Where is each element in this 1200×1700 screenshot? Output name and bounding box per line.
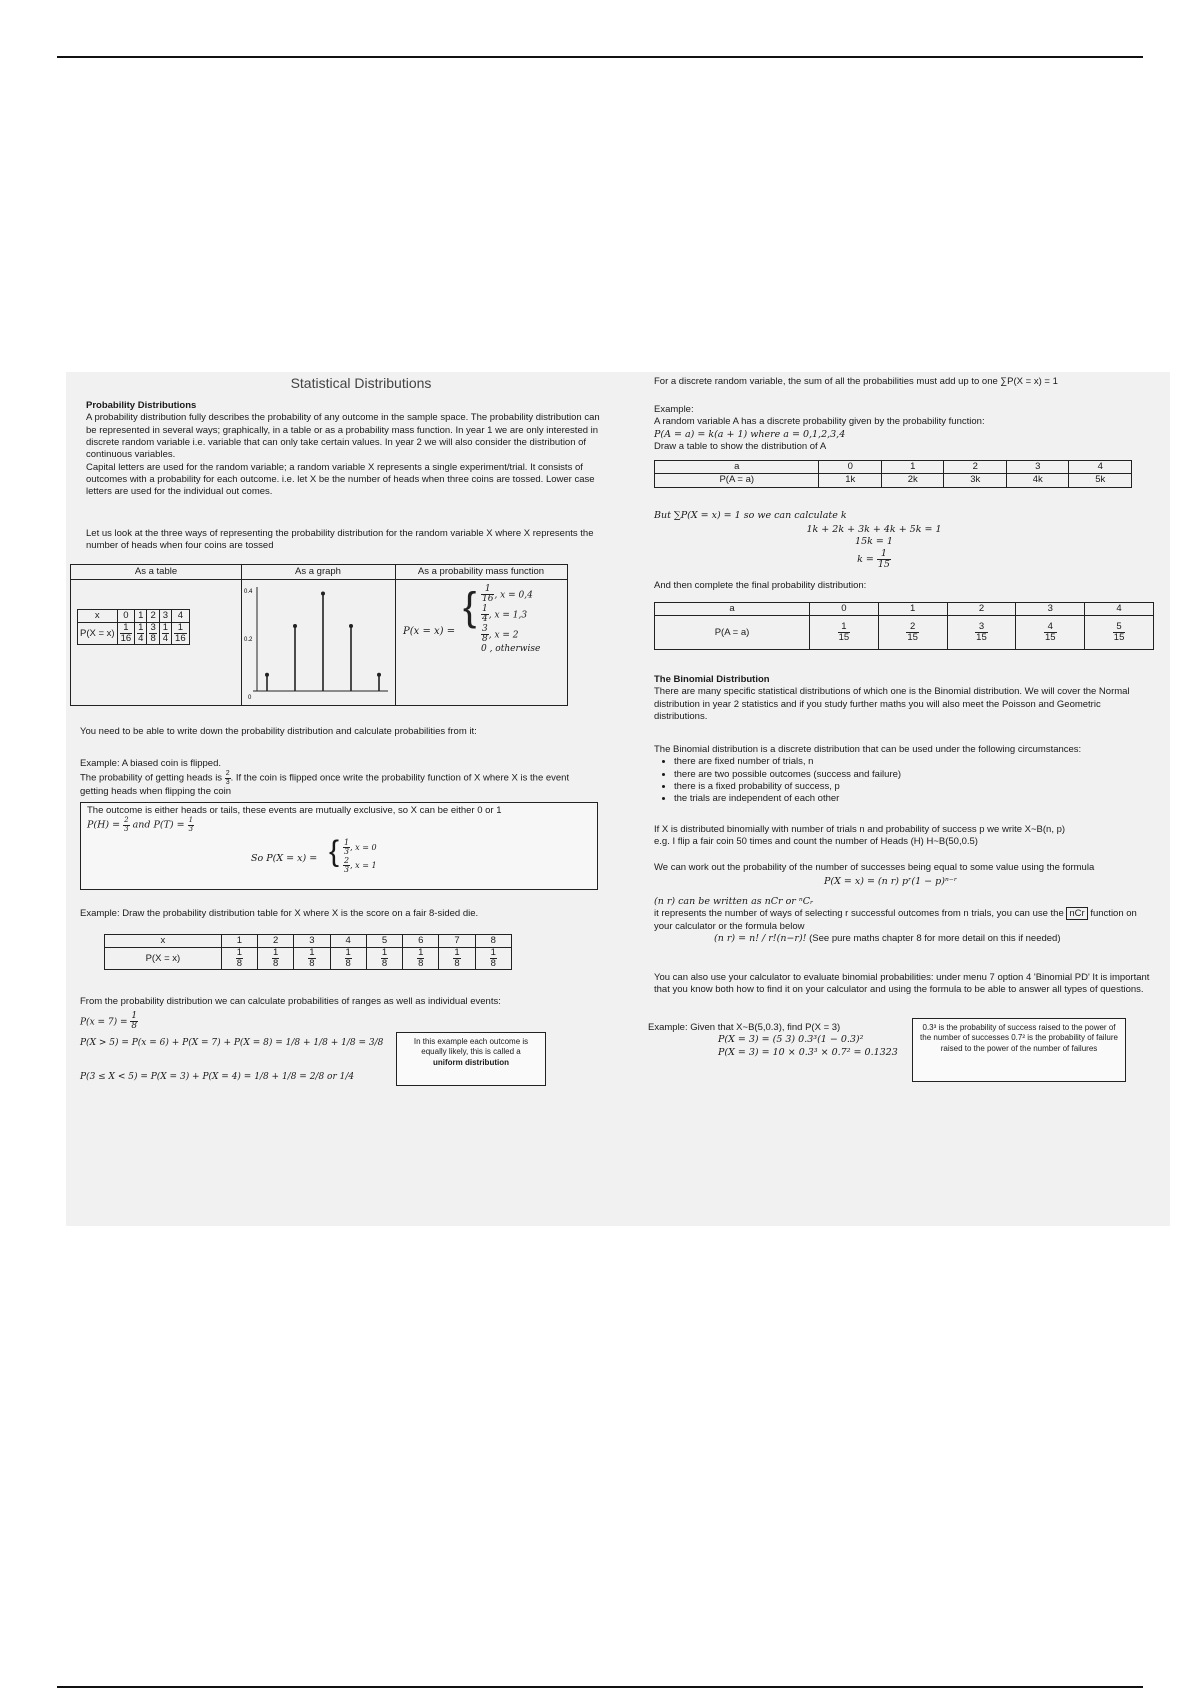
stems [265, 592, 381, 692]
table-cell: $\frac{1}{4}$ [135, 623, 147, 645]
table-cell: $\frac{1}{8}$ [439, 948, 475, 970]
section-heading: Probability Distributions [86, 400, 197, 411]
die-question: Example: Draw the probability distribution table for X where X is the score on a fair 8-sided die. [80, 908, 479, 919]
equation: P(x = 7) = $\frac{1}{8}$ [80, 1011, 138, 1032]
complete-line: And then complete the final probability distribution: [654, 580, 867, 591]
table-cell: $\frac{1}{16}$ [117, 623, 135, 645]
biased-example [80, 758, 600, 798]
table-cell: x [105, 935, 222, 948]
table-cell: P(X = x) [105, 948, 222, 970]
k-table [654, 460, 1132, 488]
table-cell: x [78, 610, 118, 623]
table-cell: 4 [172, 610, 190, 623]
calculator-note: You can also use your calculator to evaluate binomial probabilities: under menu 7 option 4 'Binomial PD' It is important that you know both how to find it on your calculator and using the formula to be able to answer all types of questions. [654, 972, 1150, 996]
header-graph: As a graph [295, 566, 341, 577]
divider [71, 579, 567, 580]
table-cell: $\frac{5}{15}$ [1085, 616, 1154, 650]
biased-title: Example: A biased coin is flipped. [80, 758, 222, 769]
ncr-key: nCr [1066, 907, 1087, 920]
k-example: Example: A random variable A has a discrete probability given by the probability function: P(A = a) = k(a + 1) where a = 0,1,2,3,4 Draw a table to show the distribution of A [654, 404, 985, 453]
tick-label: 0.2 [244, 637, 253, 643]
table-cell: $\frac{1}{8}$ [294, 948, 330, 970]
table-cell: P(X = x) [78, 623, 118, 645]
table-cell: $\frac{1}{8}$ [221, 948, 257, 970]
table-cell: 6 [403, 935, 439, 948]
table-cell: 0 [117, 610, 135, 623]
three-ways-paragraph: Let us look at the three ways of representing the probability distribution for the random variable X where X represents the number of heads when four coins are tossed [86, 528, 594, 552]
final-table [654, 602, 1154, 650]
table-cell: $\frac{1}{8}$ [403, 948, 439, 970]
table-cell: 5 [366, 935, 402, 948]
capitals-paragraph: Capital letters are used for the random variable; a random variable X represents a single experiment/trial. It consists of outcomes with a probability for each outcome. i.e. let X be the number of heads when three coins are tossed. Lower case letters are used for the individual out comes. [86, 461, 595, 498]
brace: { [329, 835, 340, 868]
section-heading: The Binomial Distribution [654, 674, 770, 685]
but-line: But ∑P(X = x) = 1 so we can calculate k [654, 510, 847, 521]
binomial-example: Example: Given that X~B(5,0.3), find P(X = 3) P(X = 3) = (5 3) 0.3³(1 − 0.3)² P(X = 3) = 10 × 0.3³ × 0.7² = 0.1323 [648, 1022, 898, 1058]
table-cell: $\frac{4}{15}$ [1016, 616, 1085, 650]
rep-table [77, 609, 190, 645]
die-table [104, 934, 512, 970]
list-item: • there are fixed number of trials, n [674, 756, 1154, 768]
table-cell: $\frac{3}{15}$ [947, 616, 1016, 650]
table-cell: 3k [944, 474, 1007, 487]
table-cell: 4k [1006, 474, 1069, 487]
ranges-intro: From the probability distribution we can calculate probabilities of ranges as well as individual events: [80, 996, 501, 1007]
stem-point [321, 592, 325, 596]
table-cell: $\frac{1}{8}$ [475, 948, 511, 970]
table-cell: P(A = a) [655, 474, 819, 487]
table-cell: a [655, 461, 819, 474]
top-rule [57, 56, 1143, 58]
table-cell: 2k [881, 474, 944, 487]
binomial-section: The Binomial Distribution There are many specific statistical distributions of which one is the Binomial distribution. We will cover the Normal distribution in year 2 statistics and if you study further maths you will also meet the Poisson and Geometric distributions. [654, 674, 1154, 723]
biased-question: The probability of getting heads is $\frac{2}{3}$ . If the coin is flipped once write the probability function of X where X is the event getting heads when flipping the coin [80, 770, 570, 798]
bottom-rule [57, 1686, 1143, 1688]
table-cell: 4 [1085, 603, 1154, 616]
table-cell: $\frac{2}{15}$ [878, 616, 947, 650]
table-cell: 2 [944, 461, 1007, 474]
table-cell: 8 [475, 935, 511, 948]
intro-section [86, 400, 606, 499]
tick-label: 0 [248, 695, 252, 701]
biased-so: So P(X = x) = [251, 853, 318, 864]
table-cell: $\frac{1}{4}$ [159, 623, 171, 645]
table-cell: 2 [947, 603, 1016, 616]
stem-point [349, 624, 353, 628]
table-cell: 4 [1069, 461, 1132, 474]
stem-point [293, 624, 297, 628]
table-cell: $\frac{1}{15}$ [809, 616, 878, 650]
binomial-formula: P(X = x) = (n r) pʳ(1 − p)ⁿ⁻ʳ [824, 876, 958, 887]
exponent-note-box: 0.3³ is the probability of success raised to the power of the number of successes 0.7² is the probability of failure raised to the power of the number of failures [912, 1018, 1126, 1082]
table-cell: 3 [294, 935, 330, 948]
sum-rule: For a discrete random variable, the sum of all the probabilities must add up to one ∑P(X = x) = 1 [654, 376, 1058, 387]
equation: P(X > 5) = P(x = 6) + P(X = 7) + P(X = 8) = 1/8 + 1/8 + 1/8 = 3/8 [80, 1038, 384, 1048]
ncr-section: (n r) can be written as nCr or ⁿCᵣ it represents the number of ways of selecting r successful outcomes from n trials, you can use the nCr function on your calculator or the formula below (n r) = n! / r!(n−r)! (See pure maths chapter 8 for more detail on this if needed) [654, 896, 1137, 945]
table-cell: 7 [439, 935, 475, 948]
stem-point [265, 673, 269, 677]
table-cell: 3 [159, 610, 171, 623]
divider [241, 565, 242, 705]
table-cell: 5k [1069, 474, 1132, 487]
circumstances-section: The Binomial distribution is a discrete distribution that can be used under the following circumstances: • there are fixed number of trials, n • there are two possible outcomes (success and failure) • there is a fixed probability of success, p • the trials are independent of each other [654, 744, 1154, 806]
table-cell: 1k [819, 474, 882, 487]
table-cell: 1 [878, 603, 947, 616]
representations-box [70, 564, 568, 706]
table-cell: $\frac{1}{8}$ [258, 948, 294, 970]
worksheet-scan [66, 372, 1170, 1226]
table-cell: $\frac{1}{8}$ [330, 948, 366, 970]
stem-graph [243, 581, 393, 703]
tick-label: 0.4 [244, 589, 253, 595]
table-cell: 3 [1016, 603, 1085, 616]
table-cell: $\frac{1}{16}$ [172, 623, 190, 645]
table-cell: 1 [881, 461, 944, 474]
table-cell: 1 [135, 610, 147, 623]
table-cell: 0 [809, 603, 878, 616]
biased-answer-box [80, 802, 598, 890]
brace: { [463, 585, 477, 629]
list-item: • the trials are independent of each other [674, 793, 1154, 805]
notation-section: If X is distributed binomially with number of trials n and probability of success p we write X~B(n, p) e.g. I flip a fair coin 50 times and count the number of Heads (H) H~B(50,0.5) [654, 824, 1066, 848]
list-item: • there are two possible outcomes (success and failure) [674, 769, 1154, 781]
conditions-list [654, 756, 1154, 805]
page-title: Statistical Distributions [290, 375, 432, 391]
need-paragraph: You need to be able to write down the probability distribution and calculate probabilities from it: [80, 726, 477, 737]
header-pmf: As a probability mass function [417, 566, 545, 577]
k-calc: 1k + 2k + 3k + 4k + 5k = 1 15k = 1 k = $\frac{1}{15}$ [806, 524, 942, 570]
table-cell: 4 [330, 935, 366, 948]
intro-paragraph: A probability distribution fully describes the probability of any outcome in the sample space. The probability distribution can be represented in several ways; graphically, in a table or as a probability mass function. In year 1 we are only interested in discrete random variable i.e. variable that can only take certain values. In year 2 we will also consider the distribution of continuous variables. [86, 412, 600, 461]
header-table: As a table [134, 566, 178, 577]
table-cell: 1 [221, 935, 257, 948]
table-cell: a [655, 603, 810, 616]
biased-box-probs: P(H) = $\frac{2}{3}$ and P(T) = $\frac{1}{3}$ [87, 816, 194, 833]
table-cell: 2 [258, 935, 294, 948]
list-item: • there is a fixed probability of success, p [674, 781, 1154, 793]
table-cell: $\frac{1}{8}$ [366, 948, 402, 970]
uniform-note-box: In this example each outcome is equally likely, this is called a uniform distribution [396, 1032, 546, 1086]
equation: P(3 ≤ X < 5) = P(X = 3) + P(X = 4) = 1/8 + 1/8 = 2/8 or 1/4 [80, 1072, 355, 1082]
table-cell: $\frac{3}{8}$ [147, 623, 159, 645]
pmf-lhs: P(x = x) = [403, 626, 456, 637]
table-cell: P(A = a) [655, 616, 810, 650]
formula-intro: We can work out the probability of the number of successes being equal to some value using the formula [654, 862, 1095, 873]
pmf-cases: $\frac{1}{16}$ , x = 0,4 $\frac{1}{4}$ , x = 1,3 $\frac{3}{8}$ , x = 2 0 , otherwise [481, 584, 541, 654]
biased-cases: $\frac{1}{3}$ , x = 0 $\frac{2}{3}$ , x = 1 [344, 838, 377, 875]
table-cell: 3 [1006, 461, 1069, 474]
biased-box-line: The outcome is either heads or tails, these events are mutually exclusive, so X can be either 0 or 1 [87, 805, 502, 816]
divider [395, 565, 396, 705]
table-cell: 0 [819, 461, 882, 474]
stem-point [377, 673, 381, 677]
table-cell: 2 [147, 610, 159, 623]
